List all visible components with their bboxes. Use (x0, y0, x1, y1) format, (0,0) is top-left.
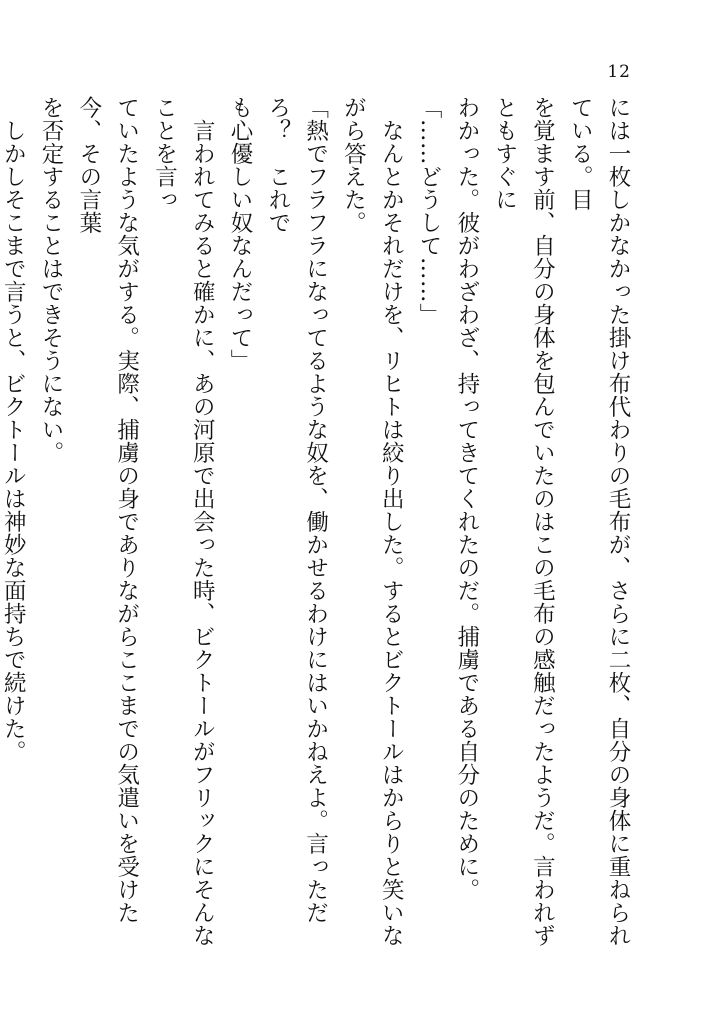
text-line-4: 「……どうして……」 (416, 96, 443, 326)
text-line-3: わかった。彼がわざわざ、持ってきてくれたのだ。捕虜である自分のために。 (453, 96, 480, 901)
text-line-1: には一枚しかなかった掛け布代わりの毛布が、さらに二枚、自分の身体に重ねられている。目 (567, 96, 631, 947)
novel-text-block (0, 96, 636, 956)
page-number: 12 (607, 62, 631, 82)
text-line-2: を覚ます前、自分の身体を包んでいたのはこの毛布の感触だったようだ。言われずともすぐに (491, 96, 556, 947)
text-line-10: を否定することはできそうにない。 (38, 96, 65, 464)
text-line-8: 言われてみると確かに、あの河原で出会った時、ビクトールがフリックにそんなことを言っ (151, 96, 216, 947)
text-line-5: なんとかそれだけを、リヒトは絞り出した。するとビクトールはからりと笑いながら答えた。 (340, 96, 405, 947)
text-line-6: 「熱でフラフラになってるような奴を、働かせるわけにはいかねえよ。言っただろ？ これで (264, 96, 329, 924)
text-line-9: ていたような気がする。実際、捕虜の身でありながらここまでの気遣いを受けた今、その言葉 (75, 96, 140, 924)
text-line-7: も心優しい奴なんだって」 (227, 96, 254, 372)
text-line-11: しかしそこまで言うと、ビクトールは神妙な面持ちで続けた。 (0, 96, 27, 763)
